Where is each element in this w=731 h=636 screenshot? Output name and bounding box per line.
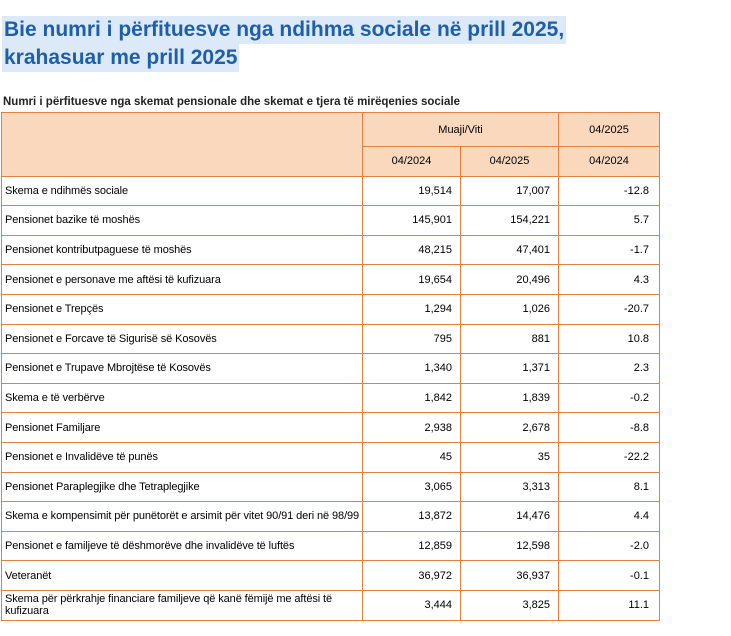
table-subtitle: Numri i përfituesve nga skemat pensionale dhe skemat e tjera të mirëqenies sociale: [3, 96, 460, 108]
change-percent: -0.1: [559, 561, 660, 591]
value-2024: 3,444: [363, 590, 461, 620]
change-percent: 5.7: [559, 206, 660, 236]
value-2025: 14,476: [461, 502, 559, 532]
change-percent: -8.8: [559, 413, 660, 443]
value-2024: 12,859: [363, 531, 461, 561]
change-percent: 10.8: [559, 324, 660, 354]
table-row: [2, 235, 660, 265]
value-2024: 19,514: [363, 176, 461, 206]
headline-line-2: krahasuar me prill 2025: [2, 44, 239, 72]
table-row: [2, 531, 660, 561]
label-header-cell: [2, 113, 363, 177]
table-row: [2, 176, 660, 206]
value-2024: 1,294: [363, 294, 461, 324]
row-label: Pensionet Familjare: [2, 413, 363, 443]
value-2025: 154,221: [461, 206, 559, 236]
value-2024: 2,938: [363, 413, 461, 443]
col-header-2024: 04/2024: [363, 147, 461, 177]
row-label: Veteranët: [2, 561, 363, 591]
table-row: [2, 442, 660, 472]
table-row: [2, 294, 660, 324]
table-row: [2, 561, 660, 591]
change-percent: 11.1: [559, 590, 660, 620]
value-2024: 1,842: [363, 383, 461, 413]
table-body: [2, 176, 660, 620]
value-2025: 12,598: [461, 531, 559, 561]
value-2025: 3,825: [461, 590, 559, 620]
value-2024: 13,872: [363, 502, 461, 532]
row-label: Pensionet e Trupave Mbrojtëse të Kosovës: [2, 354, 363, 384]
table-row: [2, 413, 660, 443]
value-2025: 1,026: [461, 294, 559, 324]
ratio-header-top: 04/2025: [559, 113, 660, 147]
change-percent: -20.7: [559, 294, 660, 324]
value-2025: 36,937: [461, 561, 559, 591]
value-2025: 20,496: [461, 265, 559, 295]
table-row: [2, 206, 660, 236]
table-row: [2, 265, 660, 295]
month-year-header: Muaji/Viti: [363, 113, 559, 147]
row-label: Skema e kompensimit për punëtorët e arsimit për vitet 90/91 deri në 98/99: [2, 502, 363, 532]
value-2025: 881: [461, 324, 559, 354]
value-2025: 3,313: [461, 472, 559, 502]
table-row: [2, 324, 660, 354]
beneficiaries-table: [1, 112, 660, 621]
value-2024: 145,901: [363, 206, 461, 236]
ratio-header-bottom: 04/2024: [559, 147, 660, 177]
table-row: [2, 472, 660, 502]
change-percent: 8.1: [559, 472, 660, 502]
value-2025: 2,678: [461, 413, 559, 443]
row-label: Skema për përkrahje financiare familjeve që kanë fëmijë me aftësi të kufizuara: [2, 590, 363, 620]
col-header-2025: 04/2025: [461, 147, 559, 177]
value-2025: 35: [461, 442, 559, 472]
change-percent: -2.0: [559, 531, 660, 561]
change-percent: 4.3: [559, 265, 660, 295]
row-label: Skema e ndihmës sociale: [2, 176, 363, 206]
row-label: Pensionet e Invalidëve të punës: [2, 442, 363, 472]
change-percent: -0.2: [559, 383, 660, 413]
change-percent: 4.4: [559, 502, 660, 532]
row-label: Pensionet e personave me aftësi të kufizuara: [2, 265, 363, 295]
value-2024: 1,340: [363, 354, 461, 384]
row-label: Pensionet e Forcave të Sigurisë së Kosovës: [2, 324, 363, 354]
table-row: [2, 383, 660, 413]
value-2024: 795: [363, 324, 461, 354]
row-label: Pensionet Paraplegjike dhe Tetraplegjike: [2, 472, 363, 502]
value-2025: 47,401: [461, 235, 559, 265]
value-2024: 19,654: [363, 265, 461, 295]
table-row: [2, 354, 660, 384]
change-percent: -22.2: [559, 442, 660, 472]
value-2025: 1,371: [461, 354, 559, 384]
value-2024: 3,065: [363, 472, 461, 502]
row-label: Pensionet kontributpaguese të moshës: [2, 235, 363, 265]
value-2024: 45: [363, 442, 461, 472]
row-label: Pensionet bazike të moshës: [2, 206, 363, 236]
row-label: Pensionet e familjeve të dëshmorëve dhe invalidëve të luftës: [2, 531, 363, 561]
headline-line-1: Bie numri i përfituesve nga ndihma sociale në prill 2025,: [2, 16, 566, 44]
change-percent: -12.8: [559, 176, 660, 206]
value-2024: 48,215: [363, 235, 461, 265]
change-percent: 2.3: [559, 354, 660, 384]
row-label: Skema e të verbërve: [2, 383, 363, 413]
value-2025: 17,007: [461, 176, 559, 206]
table-row: [2, 590, 660, 620]
value-2024: 36,972: [363, 561, 461, 591]
row-label: Pensionet e Trepçës: [2, 294, 363, 324]
table-row: [2, 502, 660, 532]
value-2025: 1,839: [461, 383, 559, 413]
headline: [2, 16, 566, 72]
change-percent: -1.7: [559, 235, 660, 265]
